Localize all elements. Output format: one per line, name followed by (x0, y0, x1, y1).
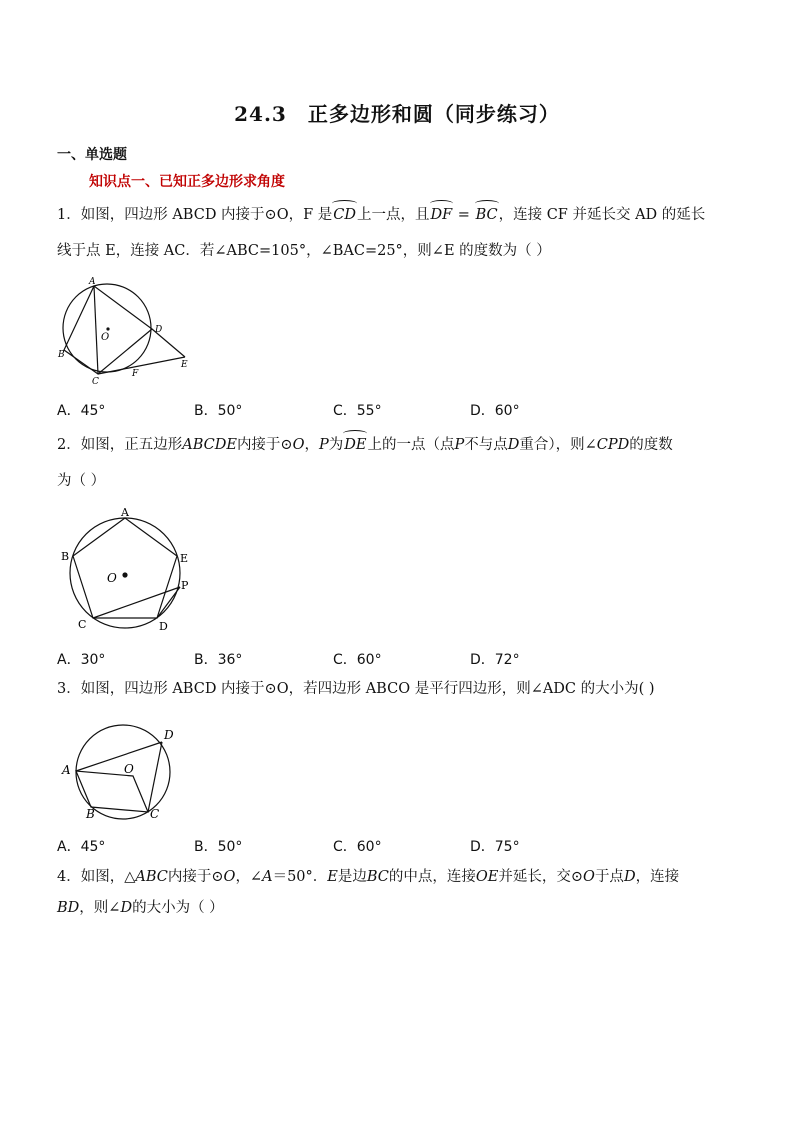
q1-arc-df: DF (430, 207, 453, 223)
q2-label-c: C (78, 618, 87, 631)
q2-label-e: E (180, 552, 189, 565)
q3-option-c[interactable]: C．60° (333, 839, 382, 855)
q1-label-d: D (155, 325, 163, 335)
q1-figure (52, 274, 202, 386)
q2-label-d: D (159, 620, 168, 633)
q4-line2: BD，则∠D的大小为（ ） (57, 900, 224, 916)
q2-label-b: B (61, 550, 70, 563)
q3-option-b[interactable]: B．50° (194, 839, 243, 855)
q3-label-b: B (86, 807, 95, 821)
q2-figure (55, 505, 200, 635)
q1-option-c[interactable]: C．55° (333, 403, 382, 419)
q3-figure (58, 722, 183, 822)
q3-label-a: A (62, 763, 71, 777)
q1-label-f: F (132, 369, 139, 379)
q2-label-a: A (121, 506, 129, 519)
knowledge-point-heading: 知识点一、已知正多边形求角度 (89, 174, 285, 190)
q1-segment-ac (94, 286, 98, 374)
q1-center-dot (106, 327, 109, 330)
q2-option-d[interactable]: D．72° (470, 652, 520, 668)
q1-label-a: A (89, 277, 96, 287)
q1-label-b: B (58, 350, 65, 360)
q1-option-b[interactable]: B．50° (194, 403, 243, 419)
q3-label-d: D (164, 728, 174, 742)
q1-option-a[interactable]: A．45° (57, 403, 106, 419)
q2-segment-cp (93, 587, 180, 618)
q3-parallelogram (76, 771, 148, 812)
q2-option-a[interactable]: A．30° (57, 652, 106, 668)
q2-center-dot (122, 572, 127, 577)
q1-label-c: C (92, 377, 99, 386)
q1-line2: 线于点 E，连接 AC．若∠ABC=105°，∠BAC=25°，则∠E 的度数为（ ） (57, 243, 551, 259)
q1-label-e: E (181, 360, 188, 370)
q2-line2: 为（ ） (57, 473, 106, 489)
q1-arc-cd: CD (333, 207, 356, 223)
q2-option-c[interactable]: C．60° (333, 652, 382, 668)
section-heading: 一、单选题 (57, 147, 127, 163)
q1-arc-bc: BC (475, 207, 498, 223)
q3-label-c: C (150, 807, 160, 821)
q2-arc-de: DE (344, 437, 367, 453)
q1-segment-ce (98, 357, 185, 374)
q1-line1: 1．如图，四边形 ABCD 内接于⊙O，F 是CD上一点，且DF = BC，连接 CF 并延长交 AD 的延长 (57, 207, 706, 223)
q2-line1: 2．如图，正五边形ABCDE内接于⊙O，P为DE上的一点（点P不与点D重合），则∠CPD的度数 (57, 437, 673, 453)
q1-option-d[interactable]: D．60° (470, 403, 520, 419)
q2-option-b[interactable]: B．36° (194, 652, 243, 668)
q2-label-p: P (181, 579, 189, 592)
q2-label-o: O (107, 571, 117, 585)
q3-option-a[interactable]: A．45° (57, 839, 106, 855)
page-title: 24.3 正多边形和圆（同步练习） (234, 102, 560, 126)
q4-line1: 4．如图，△ABC内接于⊙O，∠A＝50°．E是边BC的中点，连接OE并延长，交⊙O于点D，连接 (57, 869, 680, 885)
q2-pentagon (73, 518, 177, 618)
q3-option-d[interactable]: D．75° (470, 839, 520, 855)
q3-line1: 3．如图，四边形 ABCD 内接于⊙O，若四边形 ABCO 是平行四边形，则∠ADC 的大小为( ) (57, 681, 655, 697)
q3-segment-ad (76, 742, 162, 771)
q3-label-o: O (124, 762, 134, 776)
q1-label-o: O (101, 332, 110, 343)
